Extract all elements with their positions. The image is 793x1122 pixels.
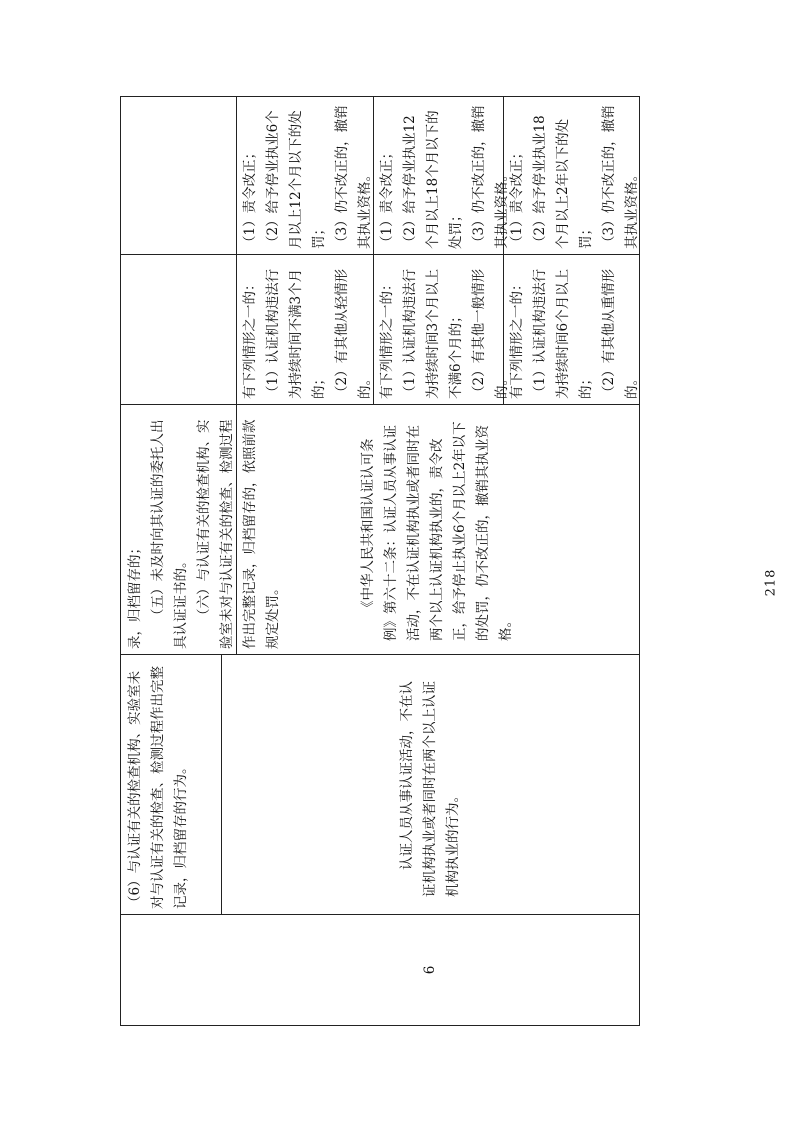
penalty-line: （3）仍不改正的，撤销其执业资格。 (601, 105, 640, 249)
circumstance-light (236, 255, 373, 405)
row-number: 6 (421, 965, 438, 975)
penalty-line: （2）给予停业执业18个月以上2年以下的处罚； (532, 115, 594, 249)
penalty-general (373, 97, 510, 255)
circumstance-line: （1）认证机构违法行为持续时间3个月以上不满6个月的； (402, 268, 464, 399)
penalty-line: （1）责令改正； (242, 145, 258, 249)
penalty-light (236, 97, 373, 255)
penalty-line: （2）给予停业执业12个月以上18个月以下的处罚； (402, 110, 464, 249)
conduct-cell (221, 655, 639, 915)
penalty-line: （2）给予停业执业6个月以上12个月以下的处罚； (265, 110, 327, 249)
basis-line: （五）未及时向其认证的委托人出具认证证书的。 (150, 419, 189, 649)
circumstance-line: 有下列情形之一的： (379, 277, 395, 399)
basis-text: 《中华人民共和国认证认可条例》第六十二条：认证人员从事认证活动，不在认证机构执业或者同时在两个以上认证机构执业的，责令改正，给予停止执业6个月以上2年以下的处罚，仍不改正的，撤销其执业资格。 (360, 421, 514, 641)
circumstance-line: （2）有其他从重情形的。 (601, 268, 640, 399)
circumstance-line: （2）有其他从轻情形的。 (334, 268, 373, 399)
conduct-continued-cell (121, 655, 221, 915)
conduct-continued-text: （6）与认证有关的检查机构、实验室未对与认证有关的检查、检测过程作出完整记录，归档留存的行为。 (127, 666, 189, 909)
row-number-cell (221, 915, 639, 1025)
circumstance-line: 有下列情形之一的： (509, 277, 525, 399)
basis-continued-cell (121, 405, 281, 655)
circumstance-heavy (503, 255, 639, 405)
penalty-line: （3）仍不改正的，撤销其执业资格。 (471, 105, 510, 249)
page-number: 218 (763, 568, 779, 597)
basis-line: （六）与认证有关的检查机构、实验室未对与认证有关的检查、检测过程作出完整记录，归档留存的，依照前款规定处罚。 (196, 419, 281, 649)
penalty-line: （3）仍不改正的，撤销其执业资格。 (334, 105, 373, 249)
circumstance-line: （2）有其他一般情形的。 (471, 268, 510, 399)
penalty-line: （1）责令改正； (379, 145, 395, 249)
basis-line: 录，归档留存的； (127, 541, 143, 649)
penalty-table (120, 96, 640, 1026)
circumstance-line: （1）认证机构违法行为持续时间6个月以上的； (532, 268, 594, 399)
conduct-text: 认证人员从事认证活动，不在认证机构执业或者同时在两个以上认证机构执业的行为。 (398, 681, 461, 897)
rotated-page (120, 96, 640, 1026)
penalty-line: （1）责令改正； (509, 145, 525, 249)
circumstance-line: 有下列情形之一的： (242, 277, 258, 399)
penalty-heavy (503, 97, 639, 255)
circumstance-general (373, 255, 510, 405)
circumstance-line: （1）认证机构违法行为持续时间不满3个月的； (265, 268, 327, 399)
basis-cell (236, 405, 639, 655)
blank-cell (121, 97, 236, 405)
